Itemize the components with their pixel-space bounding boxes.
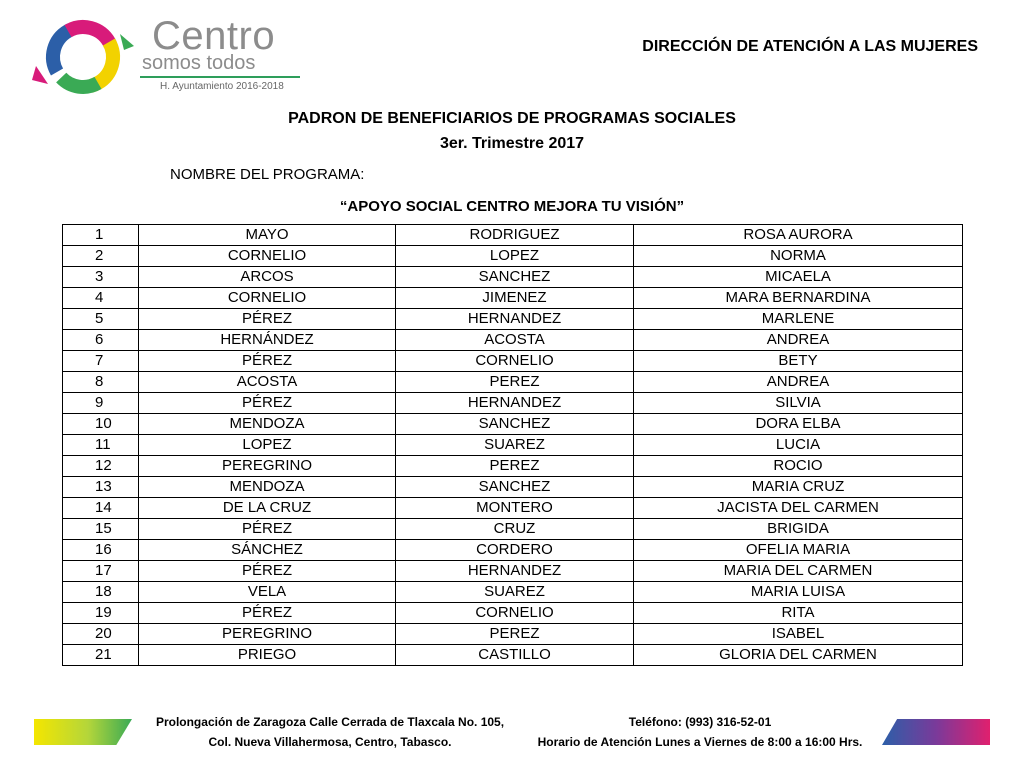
row-number-cell: 19 (63, 603, 139, 624)
second-surname-cell: SUAREZ (396, 582, 634, 603)
given-name-cell: LUCIA (634, 435, 963, 456)
given-name-cell: ANDREA (634, 330, 963, 351)
row-number-cell: 20 (63, 624, 139, 645)
first-surname-cell: ACOSTA (139, 372, 396, 393)
given-name-cell: MICAELA (634, 267, 963, 288)
table-row (63, 372, 963, 393)
address-line-2: Col. Nueva Villahermosa, Centro, Tabasco. (208, 735, 452, 749)
first-surname-cell: PEREGRINO (139, 624, 396, 645)
table-row (63, 456, 963, 477)
table-row (63, 351, 963, 372)
row-number-cell: 1 (63, 225, 139, 246)
second-surname-cell: RODRIGUEZ (396, 225, 634, 246)
second-surname-cell: CORNELIO (396, 603, 634, 624)
row-number-cell: 9 (63, 393, 139, 414)
footer-contact (500, 712, 900, 752)
row-number-cell: 14 (63, 498, 139, 519)
row-number-cell: 5 (63, 309, 139, 330)
table-row (63, 540, 963, 561)
given-name-cell: OFELIA MARIA (634, 540, 963, 561)
department-title: DIRECCIÓN DE ATENCIÓN A LAS MUJERES (642, 38, 978, 55)
first-surname-cell: PÉREZ (139, 351, 396, 372)
second-surname-cell: LOPEZ (396, 246, 634, 267)
first-surname-cell: DE LA CRUZ (139, 498, 396, 519)
office-hours: Horario de Atención Lunes a Viernes de 8:00 a 16:00 Hrs. (537, 735, 863, 749)
first-surname-cell: MENDOZA (139, 414, 396, 435)
table-row (63, 561, 963, 582)
row-number-cell: 3 (63, 267, 139, 288)
row-number-cell: 12 (63, 456, 139, 477)
first-surname-cell: HERNÁNDEZ (139, 330, 396, 351)
given-name-cell: MARIA CRUZ (634, 477, 963, 498)
second-surname-cell: PEREZ (396, 624, 634, 645)
row-number-cell: 11 (63, 435, 139, 456)
program-name: “APOYO SOCIAL CENTRO MEJORA TU VISIÓN” (339, 198, 685, 215)
given-name-cell: RITA (634, 603, 963, 624)
second-surname-cell: SUAREZ (396, 435, 634, 456)
first-surname-cell: CORNELIO (139, 288, 396, 309)
given-name-cell: MARIA DEL CARMEN (634, 561, 963, 582)
given-name-cell: MARLENE (634, 309, 963, 330)
table-row (63, 498, 963, 519)
document-title: PADRON DE BENEFICIARIOS DE PROGRAMAS SOCIALES (288, 110, 736, 127)
given-name-cell: BRIGIDA (634, 519, 963, 540)
document-subtitle: 3er. Trimestre 2017 (439, 135, 585, 152)
row-number-cell: 4 (63, 288, 139, 309)
first-surname-cell: SÁNCHEZ (139, 540, 396, 561)
second-surname-cell: SANCHEZ (396, 414, 634, 435)
second-surname-cell: HERNANDEZ (396, 561, 634, 582)
table-row (63, 246, 963, 267)
given-name-cell: ROSA AURORA (634, 225, 963, 246)
given-name-cell: ROCIO (634, 456, 963, 477)
table-row (63, 519, 963, 540)
brand-divider (140, 76, 300, 78)
second-surname-cell: ACOSTA (396, 330, 634, 351)
row-number-cell: 10 (63, 414, 139, 435)
first-surname-cell: MAYO (139, 225, 396, 246)
table-row (63, 582, 963, 603)
brand-name: Centro (152, 14, 276, 58)
second-surname-cell: SANCHEZ (396, 267, 634, 288)
beneficiaries-table (62, 224, 963, 666)
row-number-cell: 17 (63, 561, 139, 582)
table-row (63, 645, 963, 666)
second-surname-cell: PEREZ (396, 372, 634, 393)
given-name-cell: DORA ELBA (634, 414, 963, 435)
row-number-cell: 21 (63, 645, 139, 666)
first-surname-cell: PRIEGO (139, 645, 396, 666)
second-surname-cell: JIMENEZ (396, 288, 634, 309)
second-surname-cell: CORDERO (396, 540, 634, 561)
table-row (63, 330, 963, 351)
second-surname-cell: MONTERO (396, 498, 634, 519)
second-surname-cell: PEREZ (396, 456, 634, 477)
first-surname-cell: CORNELIO (139, 246, 396, 267)
table-row (63, 225, 963, 246)
given-name-cell: MARIA LUISA (634, 582, 963, 603)
row-number-cell: 2 (63, 246, 139, 267)
brand-subtitle: H. Ayuntamiento 2016-2018 (160, 81, 284, 92)
row-number-cell: 8 (63, 372, 139, 393)
given-name-cell: GLORIA DEL CARMEN (634, 645, 963, 666)
second-surname-cell: CRUZ (396, 519, 634, 540)
first-surname-cell: PÉREZ (139, 519, 396, 540)
first-surname-cell: PEREGRINO (139, 456, 396, 477)
first-surname-cell: MENDOZA (139, 477, 396, 498)
address-line-1: Prolongación de Zaragoza Calle Cerrada de Tlaxcala No. 105, (155, 715, 505, 729)
footer-accent-left (34, 719, 132, 745)
first-surname-cell: PÉREZ (139, 309, 396, 330)
table-row (63, 624, 963, 645)
second-surname-cell: CORNELIO (396, 351, 634, 372)
first-surname-cell: ARCOS (139, 267, 396, 288)
row-number-cell: 13 (63, 477, 139, 498)
given-name-cell: NORMA (634, 246, 963, 267)
second-surname-cell: CASTILLO (396, 645, 634, 666)
given-name-cell: JACISTA DEL CARMEN (634, 498, 963, 519)
table-row (63, 267, 963, 288)
given-name-cell: MARA BERNARDINA (634, 288, 963, 309)
row-number-cell: 6 (63, 330, 139, 351)
given-name-cell: BETY (634, 351, 963, 372)
given-name-cell: SILVIA (634, 393, 963, 414)
table-row (63, 603, 963, 624)
row-number-cell: 18 (63, 582, 139, 603)
table-row (63, 288, 963, 309)
table-row (63, 435, 963, 456)
first-surname-cell: PÉREZ (139, 561, 396, 582)
row-number-cell: 16 (63, 540, 139, 561)
first-surname-cell: PÉREZ (139, 393, 396, 414)
second-surname-cell: HERNANDEZ (396, 393, 634, 414)
phone-number: Teléfono: (993) 316-52-01 (628, 715, 772, 729)
program-label: NOMBRE DEL PROGRAMA: (170, 166, 365, 183)
second-surname-cell: SANCHEZ (396, 477, 634, 498)
first-surname-cell: PÉREZ (139, 603, 396, 624)
centro-logo (28, 16, 138, 98)
footer-address (130, 712, 530, 752)
row-number-cell: 7 (63, 351, 139, 372)
row-number-cell: 15 (63, 519, 139, 540)
table-row (63, 309, 963, 330)
table-row (63, 477, 963, 498)
first-surname-cell: VELA (139, 582, 396, 603)
given-name-cell: ANDREA (634, 372, 963, 393)
given-name-cell: ISABEL (634, 624, 963, 645)
second-surname-cell: HERNANDEZ (396, 309, 634, 330)
table-row (63, 393, 963, 414)
first-surname-cell: LOPEZ (139, 435, 396, 456)
brand-slogan: somos todos (142, 52, 256, 74)
table-row (63, 414, 963, 435)
